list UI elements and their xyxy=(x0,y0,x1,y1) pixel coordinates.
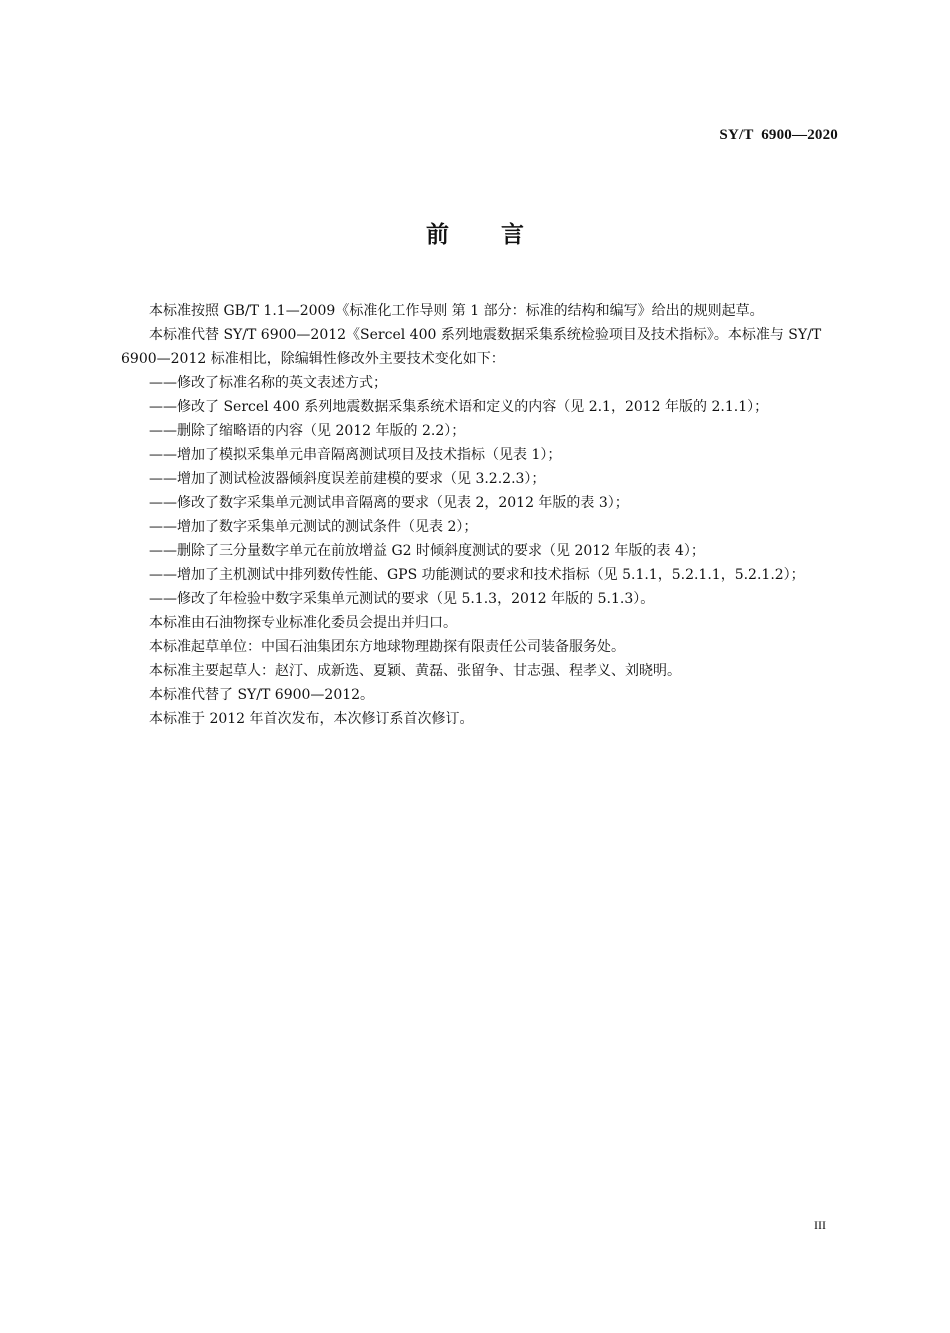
standard-code: SY/T 6900—2020 xyxy=(719,127,838,143)
list-item: ——修改了 Sercel 400 系列地震数据采集系统术语和定义的内容（见 2.1，2012 年版的 2.1.1）； xyxy=(149,399,769,415)
list-item: ——删除了缩略语的内容（见 2012 年版的 2.2）； xyxy=(149,423,466,439)
list-item: ——修改了数字采集单元测试串音隔离的要求（见表 2，2012 年版的表 3）； xyxy=(149,495,629,511)
paragraph-history: 本标准于 2012 年首次发布，本次修订系首次修订。 xyxy=(149,711,474,727)
list-item: ——增加了测试检波器倾斜度误差前建模的要求（见 3.2.2.3）； xyxy=(149,471,546,487)
paragraph-proposer: 本标准由石油物探专业标准化委员会提出并归口。 xyxy=(149,615,457,631)
list-item: ——修改了标准名称的英文表述方式； xyxy=(149,375,387,391)
page-title: 前言 xyxy=(426,222,576,248)
list-item: ——修改了年检验中数字采集单元测试的要求（见 5.1.3，2012 年版的 5.1.3）。 xyxy=(149,591,655,607)
preface-body xyxy=(121,299,841,731)
paragraph-replaces: 本标准代替了 SY/T 6900—2012。 xyxy=(149,687,375,703)
list-item: ——增加了主机测试中排列数传性能、GPS 功能测试的要求和技术指标（见 5.1.1，5.2.1.1，5.2.1.2）； xyxy=(149,567,805,583)
page-number: III xyxy=(814,1218,826,1232)
paragraph-replacement: 本标准代替 SY/T 6900—2012《Sercel 400 系列地震数据采集系统检验项目及技术指标》。本标准与 SY/T 6900—2012 标准相比，除编辑性修改外主要技术变化如下： xyxy=(121,327,822,367)
paragraph-drafting-rules: 本标准按照 GB/T 1.1—2009《标准化工作导则 第 1 部分：标准的结构和编写》给出的规则起草。 xyxy=(149,303,764,319)
list-item: ——增加了数字采集单元测试的测试条件（见表 2）； xyxy=(149,519,478,535)
list-item: ——增加了模拟采集单元串音隔离测试项目及技术指标（见表 1）； xyxy=(149,447,562,463)
paragraph-drafters: 本标准主要起草人：赵汀、成新选、夏颖、黄磊、张留争、甘志强、程孝义、刘晓明。 xyxy=(149,663,681,679)
paragraph-drafting-unit: 本标准起草单位：中国石油集团东方地球物理勘探有限责任公司装备服务处。 xyxy=(149,639,625,655)
list-item: ——删除了三分量数字单元在前放增益 G2 时倾斜度测试的要求（见 2012 年版的表 4）； xyxy=(149,543,705,559)
